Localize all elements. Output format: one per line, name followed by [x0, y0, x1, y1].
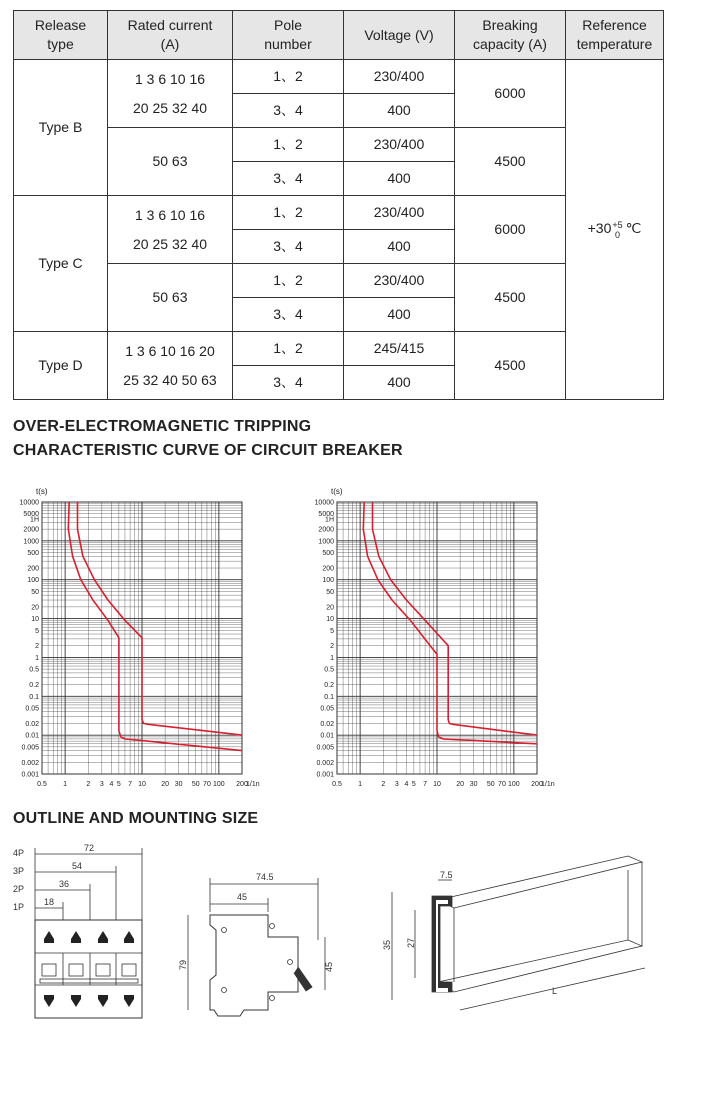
x-tick-label: 2 — [86, 781, 91, 788]
voltage-cell: 400 — [344, 162, 455, 196]
voltage-cell: 400 — [344, 230, 455, 264]
y-tick-label: 10000 — [19, 499, 39, 507]
rated-current-values: 20 25 32 40 — [133, 235, 207, 252]
y-tick-label: 0.05 — [25, 705, 39, 713]
y-tick-label: 500 — [27, 550, 39, 558]
dim-width-2p: 36 — [59, 879, 70, 889]
y-tick-label: 0.05 — [320, 705, 334, 713]
y-tick-label: 1H — [325, 516, 334, 524]
x-tick-label: 100 — [508, 781, 520, 788]
x-tick-label: 20 — [161, 781, 170, 788]
dim-side-height: 79 — [178, 959, 188, 970]
breaker-front-view — [13, 843, 142, 1018]
header-rated-current-line: Rated current — [127, 17, 213, 33]
y-tick-label: 1 — [35, 654, 39, 662]
y-tick-label: 5 — [35, 627, 39, 635]
y-tick-label: 2000 — [318, 526, 334, 534]
y-tick-label: 200 — [322, 565, 334, 573]
temperature-upper: +5 — [612, 219, 623, 230]
dim-side-width: 74.5 — [256, 872, 274, 882]
x-tick-label: 70 — [203, 781, 211, 788]
x-tick-label: 4 — [109, 781, 114, 788]
tripping-curve-chart-1 — [0, 478, 300, 793]
y-tick-label: 0.001 — [21, 771, 39, 779]
header-release-type-line: Release — [34, 17, 87, 33]
rated-current-values: 50 63 — [152, 153, 188, 169]
dim-rail-length: L — [552, 986, 558, 996]
x-tick-label: 5 — [116, 781, 121, 788]
y-tick-label: 10 — [31, 616, 39, 624]
y-axis-label: t(s) — [331, 487, 343, 496]
header-voltage: Voltage (V) — [344, 11, 455, 60]
dim-width-3p: 54 — [72, 861, 83, 871]
voltage-cell: 400 — [344, 366, 455, 400]
pole-number-cell: 3、4 — [233, 298, 344, 332]
pole-number-cell: 3、4 — [233, 366, 344, 400]
y-tick-label: 200 — [27, 565, 39, 573]
header-row — [14, 11, 664, 60]
release-type-cell: Type B — [14, 60, 108, 196]
y-tick-label: 5000 — [318, 511, 334, 519]
y-tick-label: 0.01 — [320, 732, 334, 740]
header-breaking-capacity-line: capacity (A) — [473, 36, 547, 52]
temperature-tolerance — [612, 220, 622, 240]
pole-label-4p: 4P — [13, 848, 25, 858]
terminal-bottom-icons — [44, 995, 134, 1007]
dim-width-4p: 72 — [84, 843, 95, 853]
breaking-capacity-cell: 4500 — [455, 128, 566, 196]
x-tick-label: 3 — [394, 781, 399, 788]
y-tick-label: 0.005 — [21, 744, 39, 752]
x-tick-label: 200 — [531, 781, 543, 788]
voltage-cell: 400 — [344, 94, 455, 128]
pole-label-2p: 2P — [13, 884, 25, 894]
rated-current-values: 25 32 40 50 63 — [123, 371, 217, 388]
curve-title-line2: CHARACTERISTIC CURVE OF CIRCUIT BREAKER — [13, 442, 403, 459]
x-tick-label: 10 — [138, 781, 146, 788]
y-tick-label: 1000 — [318, 538, 334, 546]
dim-rail-height: 35 — [382, 939, 392, 950]
header-reference-temperature-line: Reference — [582, 17, 647, 33]
temperature-base: +30 — [587, 220, 612, 237]
breaking-capacity-cell: 4500 — [455, 264, 566, 332]
x-tick-label: 200 — [236, 781, 248, 788]
pole-number-cell: 3、4 — [233, 230, 344, 264]
table-row — [14, 60, 664, 94]
header-pole-number — [233, 11, 344, 60]
header-pole-number-line: number — [264, 36, 312, 52]
y-tick-label: 0.002 — [316, 759, 334, 767]
y-tick-label: 0.1 — [324, 693, 334, 701]
y-tick-label: 20 — [31, 604, 39, 612]
y-tick-label: 0.002 — [21, 759, 39, 767]
y-tick-label: 0.02 — [320, 720, 334, 728]
x-tick-label: 0.5 — [37, 781, 47, 788]
y-tick-label: 0.005 — [316, 744, 334, 752]
pole-number-cell: 1、2 — [233, 128, 344, 162]
header-rated-current-line: (A) — [160, 36, 180, 52]
x-tick-label: 2 — [381, 781, 386, 788]
x-tick-label: 1 — [63, 781, 68, 788]
header-release-type-line: type — [47, 36, 74, 52]
header-reference-temperature — [566, 11, 664, 60]
voltage-cell: 230/400 — [344, 264, 455, 298]
rated-current-cell — [108, 332, 233, 400]
pole-number-cell: 3、4 — [233, 162, 344, 196]
pole-label-1p: 1P — [13, 902, 25, 912]
header-rated-current — [108, 11, 233, 60]
outline-drawings — [0, 840, 720, 1030]
voltage-cell: 400 — [344, 298, 455, 332]
x-tick-label: 0.5 — [332, 781, 342, 788]
y-tick-label: 500 — [322, 550, 334, 558]
spec-table — [13, 10, 664, 400]
outline-title: OUTLINE AND MOUNTING SIZE — [13, 810, 259, 827]
x-tick-label: 3 — [99, 781, 104, 788]
rated-current-cell — [108, 196, 233, 264]
y-tick-label: 100 — [322, 577, 334, 585]
breaker-side-view — [178, 872, 334, 1016]
x-tick-label: 20 — [456, 781, 465, 788]
y-tick-label: 1 — [330, 654, 334, 662]
release-type-cell: Type D — [14, 332, 108, 400]
tripping-curve-series-1 — [363, 502, 537, 744]
rated-current-cell — [108, 264, 233, 332]
x-tick-label: 7 — [423, 781, 428, 788]
pole-dimension-4p — [13, 843, 142, 858]
voltage-cell: 245/415 — [344, 332, 455, 366]
y-tick-label: 10 — [326, 616, 334, 624]
y-tick-label: 1000 — [23, 538, 39, 546]
header-breaking-capacity — [455, 11, 566, 60]
x-tick-label: 30 — [469, 781, 478, 788]
y-tick-label: 50 — [326, 588, 334, 596]
release-type-cell: Type C — [14, 196, 108, 332]
pole-dimension-3p — [13, 861, 116, 876]
rated-current-values: 1 3 6 10 16 — [134, 206, 206, 223]
y-tick-label: 2 — [330, 643, 334, 651]
breaking-capacity-cell: 4500 — [455, 332, 566, 400]
dim-rail-top: 7.5 — [440, 870, 453, 880]
rated-current-values: 1 3 6 10 16 20 — [125, 342, 215, 359]
x-tick-label: 70 — [498, 781, 506, 788]
din-rail — [382, 856, 645, 1010]
header-release-type — [14, 11, 108, 60]
y-tick-label: 5 — [330, 627, 334, 635]
rated-current-values: 20 25 32 40 — [133, 99, 207, 116]
y-tick-label: 0.02 — [25, 720, 39, 728]
x-tick-label: 7 — [128, 781, 133, 788]
y-axis-label: t(s) — [36, 487, 48, 496]
temperature-unit: ℃ — [625, 220, 642, 237]
rated-current-values: 1 3 6 10 16 — [134, 70, 206, 87]
breaking-capacity-cell: 6000 — [455, 60, 566, 128]
curve-title-line1: OVER-ELECTROMAGNETIC TRIPPING — [13, 418, 312, 435]
y-tick-label: 100 — [27, 577, 39, 585]
y-tick-label: 20 — [326, 604, 334, 612]
x-tick-label: 1 — [358, 781, 363, 788]
pole-number-cell: 1、2 — [233, 264, 344, 298]
y-tick-label: 0.1 — [29, 693, 39, 701]
pole-dimension-2p — [13, 879, 90, 894]
tripping-curve-chart-2 — [295, 478, 595, 793]
voltage-cell: 230/400 — [344, 60, 455, 94]
pole-number-cell: 3、4 — [233, 94, 344, 128]
toggle-window-icons — [40, 964, 138, 983]
y-tick-label: 0.5 — [29, 666, 39, 674]
pole-number-cell: 1、2 — [233, 332, 344, 366]
header-pole-number-line: Pole — [273, 17, 303, 33]
dim-side-inner-width: 45 — [237, 892, 248, 902]
dim-rail-inner-height: 27 — [406, 937, 416, 948]
x-tick-label: 30 — [174, 781, 183, 788]
x-tick-label: 10 — [433, 781, 441, 788]
y-tick-label: 0.2 — [29, 682, 39, 690]
pole-dimension-1p — [13, 897, 63, 912]
spec-table-body — [14, 11, 664, 400]
voltage-cell: 230/400 — [344, 128, 455, 162]
x-axis-label: 1/1n — [246, 781, 260, 788]
y-tick-label: 1H — [30, 516, 39, 524]
y-tick-label: 50 — [31, 588, 39, 596]
dim-width-1p: 18 — [44, 897, 55, 907]
x-axis-label: 1/1n — [541, 781, 555, 788]
voltage-cell: 230/400 — [344, 196, 455, 230]
y-tick-label: 0.5 — [324, 666, 334, 674]
terminal-top-icons — [44, 931, 134, 943]
x-tick-label: 4 — [404, 781, 409, 788]
reference-temperature-cell — [566, 60, 664, 400]
header-reference-temperature-line: temperature — [576, 36, 653, 52]
rated-current-cell — [108, 60, 233, 128]
y-tick-label: 2000 — [23, 526, 39, 534]
y-tick-label: 5000 — [23, 511, 39, 519]
y-tick-label: 10000 — [314, 499, 334, 507]
tripping-curve-series-1 — [68, 502, 242, 751]
y-tick-label: 0.001 — [316, 771, 334, 779]
pole-number-cell: 1、2 — [233, 60, 344, 94]
x-tick-label: 5 — [411, 781, 416, 788]
pole-label-3p: 3P — [13, 866, 25, 876]
dim-side-right-height: 45 — [324, 961, 334, 972]
header-breaking-capacity-line: Breaking — [482, 17, 538, 33]
y-tick-label: 0.2 — [324, 682, 334, 690]
temperature-lower: 0 — [615, 229, 621, 240]
y-tick-label: 0.01 — [25, 732, 39, 740]
rated-current-values: 50 63 — [152, 289, 188, 305]
x-tick-label: 100 — [213, 781, 225, 788]
x-tick-label: 50 — [191, 781, 200, 788]
breaking-capacity-cell: 6000 — [455, 196, 566, 264]
rated-current-cell — [108, 128, 233, 196]
y-tick-label: 2 — [35, 643, 39, 651]
pole-number-cell: 1、2 — [233, 196, 344, 230]
x-tick-label: 50 — [486, 781, 495, 788]
